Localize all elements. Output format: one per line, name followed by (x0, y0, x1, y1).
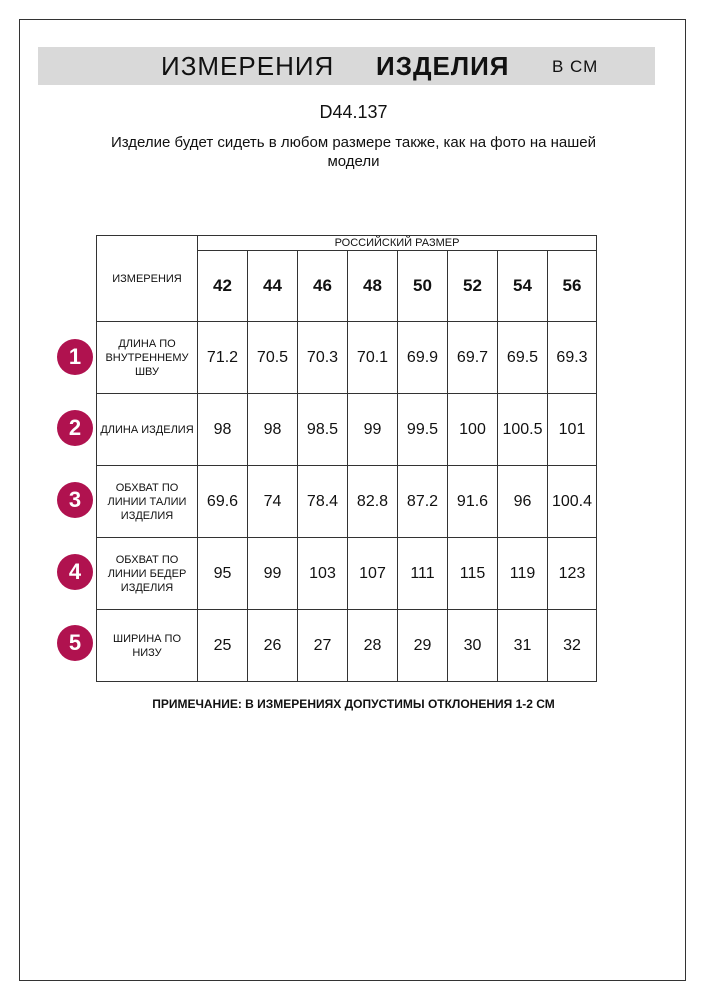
size-header-cell: 46 (298, 251, 348, 322)
measurements-header: ИЗМЕРЕНИЯ (97, 236, 198, 322)
value-cell: 29 (398, 610, 448, 682)
value-cell: 123 (548, 538, 597, 610)
value-cell: 100.4 (548, 466, 597, 538)
value-cell: 98.5 (298, 394, 348, 466)
value-cell: 101 (548, 394, 597, 466)
value-cell: 99.5 (398, 394, 448, 466)
title-measurements: ИЗМЕРЕНИЯ (161, 51, 335, 81)
value-cell: 119 (498, 538, 548, 610)
russian-size-header: РОССИЙСКИЙ РАЗМЕР (198, 236, 597, 251)
value-cell: 69.6 (198, 466, 248, 538)
value-cell: 25 (198, 610, 248, 682)
row-number-badge: 4 (57, 554, 93, 590)
value-cell: 100.5 (498, 394, 548, 466)
row-number-badge: 5 (57, 625, 93, 661)
title-product: ИЗДЕЛИЯ (376, 51, 510, 81)
value-cell: 91.6 (448, 466, 498, 538)
value-cell: 115 (448, 538, 498, 610)
value-cell: 70.5 (248, 322, 298, 394)
fit-note: Изделие будет сидеть в любом размере также, как на фото на нашей модели (110, 134, 597, 170)
value-cell: 28 (348, 610, 398, 682)
value-cell: 32 (548, 610, 597, 682)
value-cell: 69.3 (548, 322, 597, 394)
row-label: ОБХВАТ ПО ЛИНИИ ТАЛИИ ИЗДЕЛИЯ (97, 466, 198, 538)
value-cell: 71.2 (198, 322, 248, 394)
value-cell: 31 (498, 610, 548, 682)
row-label: ШИРИНА ПО НИЗУ (97, 610, 198, 682)
size-header-cell: 50 (398, 251, 448, 322)
title-banner (38, 47, 655, 85)
value-cell: 69.9 (398, 322, 448, 394)
size-header-cell: 54 (498, 251, 548, 322)
row-number-badge: 3 (57, 482, 93, 518)
value-cell: 70.1 (348, 322, 398, 394)
table-row (97, 610, 597, 682)
value-cell: 111 (398, 538, 448, 610)
row-number-badge: 2 (57, 410, 93, 446)
title-unit: В СМ (552, 57, 599, 76)
size-header-cell: 44 (248, 251, 298, 322)
table-row (97, 466, 597, 538)
value-cell: 96 (498, 466, 548, 538)
value-cell: 74 (248, 466, 298, 538)
value-cell: 99 (248, 538, 298, 610)
table-body (97, 322, 597, 682)
value-cell: 69.5 (498, 322, 548, 394)
table-row (97, 538, 597, 610)
value-cell: 103 (298, 538, 348, 610)
row-label: ОБХВАТ ПО ЛИНИИ БЕДЕР ИЗДЕЛИЯ (97, 538, 198, 610)
value-cell: 30 (448, 610, 498, 682)
size-header-cell: 42 (198, 251, 248, 322)
size-table (96, 235, 597, 682)
value-cell: 100 (448, 394, 498, 466)
row-label: ДЛИНА ИЗДЕЛИЯ (97, 394, 198, 466)
value-cell: 99 (348, 394, 398, 466)
size-header-cell: 52 (448, 251, 498, 322)
value-cell: 98 (198, 394, 248, 466)
table-row (97, 322, 597, 394)
value-cell: 26 (248, 610, 298, 682)
size-header-cell: 56 (548, 251, 597, 322)
value-cell: 70.3 (298, 322, 348, 394)
table-row (97, 394, 597, 466)
footnote: ПРИМЕЧАНИЕ: В ИЗМЕРЕНИЯХ ДОПУСТИМЫ ОТКЛОНЕНИЯ 1-2 СМ (152, 697, 555, 711)
value-cell: 107 (348, 538, 398, 610)
value-cell: 27 (298, 610, 348, 682)
value-cell: 95 (198, 538, 248, 610)
value-cell: 98 (248, 394, 298, 466)
value-cell: 78.4 (298, 466, 348, 538)
value-cell: 87.2 (398, 466, 448, 538)
row-number-badge: 1 (57, 339, 93, 375)
value-cell: 82.8 (348, 466, 398, 538)
size-header-cell: 48 (348, 251, 398, 322)
value-cell: 69.7 (448, 322, 498, 394)
product-code: D44.137 (319, 102, 388, 122)
row-label: ДЛИНА ПО ВНУТРЕННЕМУ ШВУ (97, 322, 198, 394)
